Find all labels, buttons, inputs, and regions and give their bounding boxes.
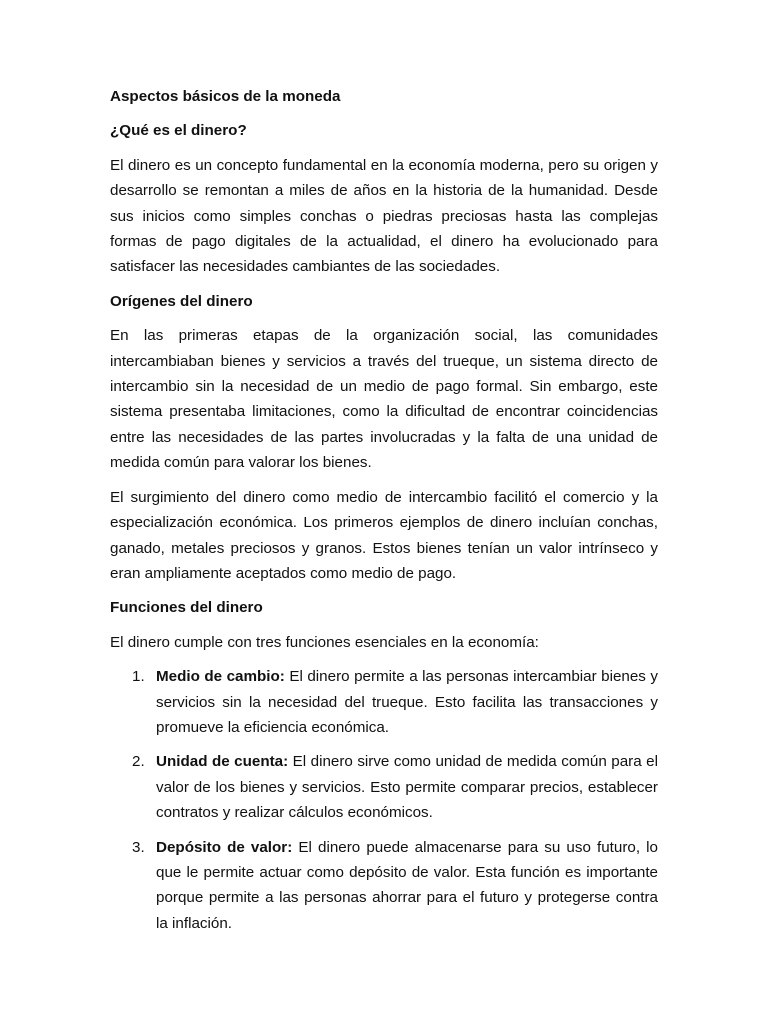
functions-list bbox=[110, 664, 658, 936]
list-item-text: El dinero permite a las personas intercambiar bienes y servicios sin la necesidad del trueque. Esto facilita las transacciones y promueve la eficiencia económica. bbox=[156, 668, 659, 736]
section-heading-origins: Orígenes del dinero bbox=[110, 292, 253, 310]
list-item-number: 2. bbox=[132, 753, 145, 771]
list-item-text: El dinero sirve como unidad de medida común para el valor de los bienes y servicios. Esto permite comparar precios, establecer contratos y realizar cálculos económicos. bbox=[156, 753, 658, 822]
paragraph-what-is-money: El dinero es un concepto fundamental en la economía moderna, pero su origen y desarrollo se remontan a miles de años en la historia de la humanidad. Desde sus inicios como simples conchas o piedras preciosas hasta las complejas formas de pago digitales de la actualidad, el dinero ha evolucionado para satisfacer las necesidades cambiantes de las sociedades. bbox=[110, 156, 658, 276]
paragraph-origins-2: El surgimiento del dinero como medio de intercambio facilitó el comercio y la especialización económica. Los primeros ejemplos de dinero incluían conchas, ganado, metales preciosos y granos. Estos bienes tenían un valor intrínseco y eran ampliamente aceptados como medio de pago. bbox=[110, 488, 658, 582]
list-item bbox=[110, 749, 658, 825]
document-title: Aspectos básicos de la moneda bbox=[110, 88, 341, 105]
list-item-term: Unidad de cuenta: bbox=[156, 753, 289, 771]
paragraph-origins-1: En las primeras etapas de la organización social, las comunidades intercambiaban bienes y servicios a través del trueque, un sistema directo de intercambio sin la necesidad de un medio de pago formal. Sin embargo, este sistema presentaba limitaciones, como la dificultad de encontrar coincidencias entre las necesidades de las partes involucradas y la falta de una unidad de medida común para valorar los bienes. bbox=[110, 327, 658, 472]
list-item-term: Depósito de valor: bbox=[156, 838, 293, 856]
list-item-number: 3. bbox=[132, 838, 145, 856]
section-heading-what-is-money: ¿Qué es el dinero? bbox=[110, 122, 247, 140]
list-item bbox=[110, 835, 658, 937]
document-page bbox=[110, 84, 658, 945]
list-item-text: El dinero puede almacenarse para su uso futuro, lo que le permite actuar como depósito de valor. Esta función es importante porque permite a las personas ahorrar para el futuro y protegerse contra la inflación. bbox=[156, 838, 658, 932]
list-item-term: Medio de cambio: bbox=[156, 668, 285, 686]
paragraph-functions-intro: El dinero cumple con tres funciones esenciales en la economía: bbox=[110, 633, 539, 651]
list-item-number: 1. bbox=[132, 668, 145, 686]
list-item bbox=[110, 664, 658, 740]
section-heading-functions: Funciones del dinero bbox=[110, 599, 263, 617]
